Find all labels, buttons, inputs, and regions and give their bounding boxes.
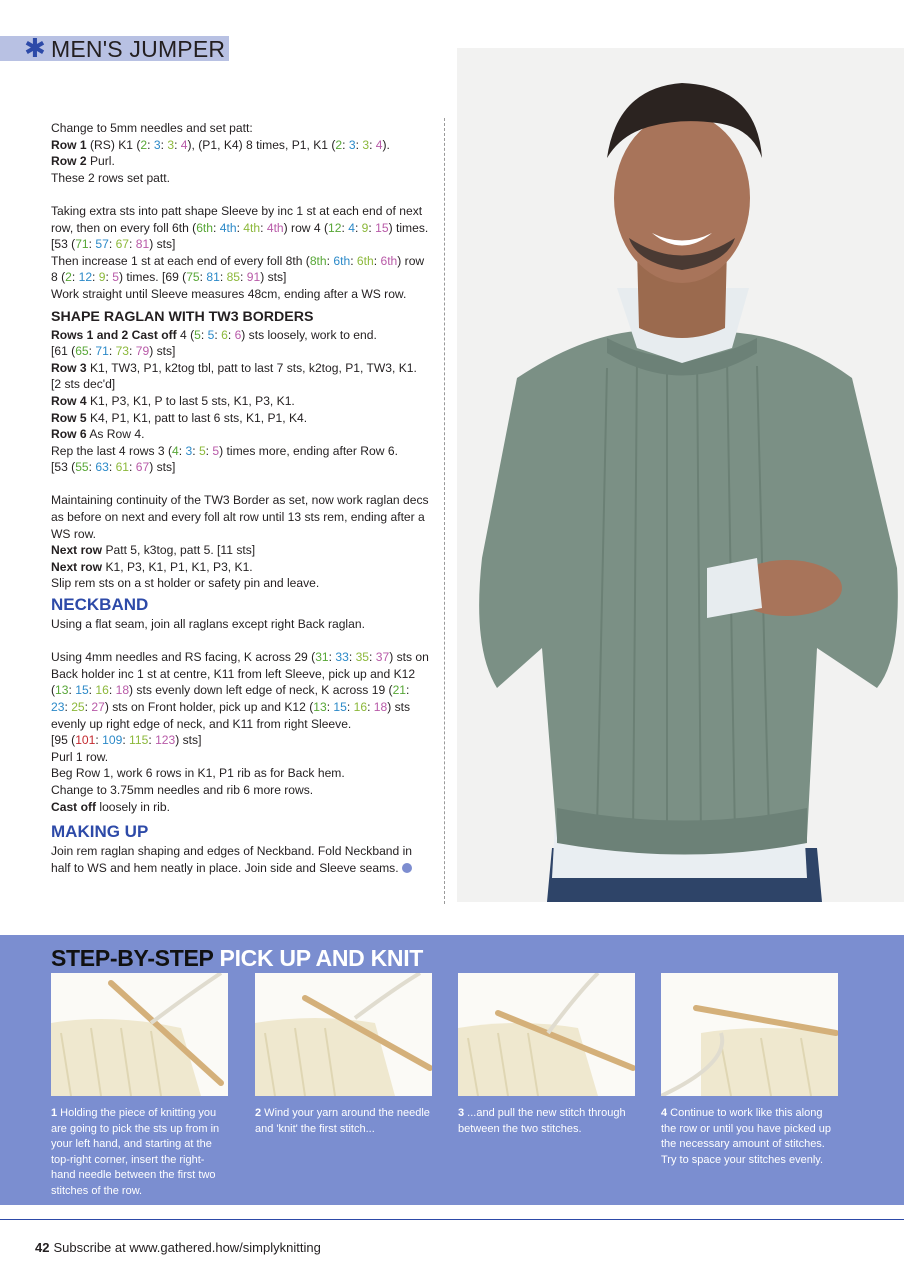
step-4 [661,973,838,1168]
step-2 [255,973,432,1137]
para-set-patt: Change to 5mm needles and set patt: Row 1 (RS) K1 (2: 3: 3: 4), (P1, K4) 8 times, P1, K1 (2: 3: 3: 4). Row 2 Purl. These 2 rows set patt. [51,121,390,185]
step-1 [51,973,228,1199]
heading-neckband: NECKBAND [51,595,149,615]
model-photo [457,48,904,902]
step-4-caption: 4 Continue to work like this along the row or until you have picked up the necessary amount of stitches. Try to space your stitches evenly. [661,1107,831,1166]
page-title: MEN'S JUMPER [51,36,226,62]
step-3 [458,973,635,1137]
para-raglan: Rows 1 and 2 Cast off 4 (5: 5: 6: 6) sts loosely, work to end. [61 (65: 71: 73: 79) sts] Row 3 K1, TW3, P1, k2tog tbl, patt to last 7 sts, k2tog, P1, TW3, K1. [2 sts dec'd] Row 4 K1, P3, K1, P to last 5 sts, K1, P3, K1. Row 5 K4, P1, K1, patt to last 6 sts, K1, P1, K4. Row 6 As Row 4. Rep the last 4 rows 3 (4: 3: 5: 5) times more, ending after Row 6. [53 (55: 63: 61: 67) sts] [51,327,417,475]
subscribe-text: Subscribe at www.gathered.how/simplyknitting [53,1240,321,1255]
step-3-caption: 3 ...and pull the new stitch through between the two stitches. [458,1107,626,1135]
para-raglan-decs: Maintaining continuity of the TW3 Border as set, now work raglan decs as before on next and every foll alt row until 13 sts rem, ending after a WS row. Next row Patt 5, k3tog, patt 5. [11 sts] Next row K1, P3, K1, P1, K1, P3, K1. Slip rem sts on a st holder or safety pin and leave. [51,493,429,591]
yarn-ball-icon [402,863,412,873]
heading-making-up: MAKING UP [51,822,149,842]
para-shape-sleeve: Taking extra sts into patt shape Sleeve by inc 1 st at each end of next row, then on every foll 6th (6th: 4th: 4th: 4th) row 4 (12: 4: 9: 15) times. [53 (71: 57: 67: 81) sts] Then increase 1 st at each end of every foll 8th (8th: 6th: 6th: 6th) row 8 (2: 12: 9: 5) times. [69 (75: 81: 85: 91) sts] Work straight until Sleeve measures 48cm, ending after a WS row. [51,203,429,301]
page-number: 42 [35,1240,50,1255]
column-divider [444,118,445,904]
asterisk-icon: ✱ [24,33,46,63]
model-illustration [457,48,904,902]
heading-shape-raglan: SHAPE RAGLAN WITH TW3 BORDERS [51,308,314,325]
step-2-caption: 2 Wind your yarn around the needle and 'knit' the first stitch... [255,1107,430,1135]
step-by-step-title: STEP-BY-STEP PICK UP AND KNIT [51,945,424,971]
para-neckband: Using 4mm needles and RS facing, K across 29 (31: 33: 35: 37) sts on Back holder inc 1 st at centre, K11 from left Sleeve, pick up and K12 (13: 15: 16: 18) sts evenly down left edge of neck, K across 19 (21: 23: 25: 27) sts on Front holder, pick up and K12 (13: 15: 16: 18) sts evenly up right edge of neck, and K11 from right Sleeve. [95 (101: 109: 115: 123) sts] Purl 1 row. Beg Row 1, work 6 rows in K1, P1 rib as for Back hem. Change to 3.75mm needles and rib 6 more rows. Cast off loosely in rib. [51,650,429,814]
step-2-image [255,973,432,1096]
para-making-up: Join rem raglan shaping and edges of Neckband. Fold Neckband in half to WS and hem neatly in place. Join side and Sleeve seams. [51,844,413,875]
step-1-image [51,973,228,1096]
step-3-image [458,973,635,1096]
footer [35,1240,321,1256]
step-4-image [661,973,838,1096]
step-1-caption: 1 Holding the piece of knitting you are going to pick the sts up from in your left hand, and starting at the top-right corner, insert the right-hand needle between the first two stitches of the row. [51,1107,220,1197]
para-neckband-join: Using a flat seam, join all raglans except right Back raglan. [51,617,365,632]
footer-rule [0,1219,904,1220]
section-header [0,33,229,63]
pattern-text-column [51,120,429,876]
